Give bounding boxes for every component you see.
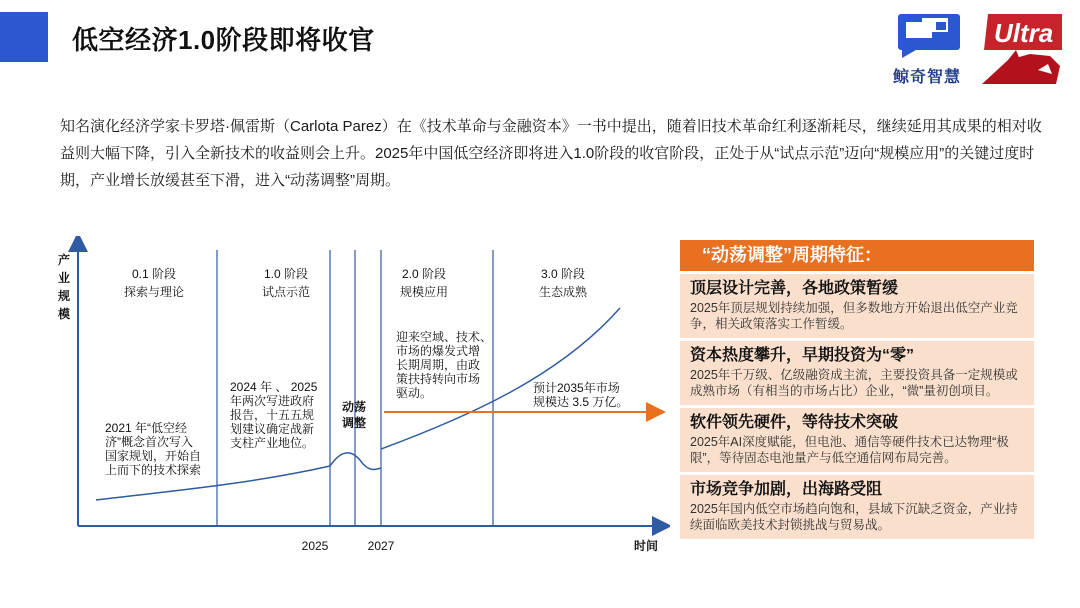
svg-text:Ultra: Ultra bbox=[994, 18, 1054, 48]
feature-card-title: 软件领先硬件，等待技术突破 bbox=[690, 414, 899, 431]
jingqi-logo bbox=[886, 12, 968, 84]
y-axis-label-1: 产 bbox=[57, 253, 71, 267]
y-axis-label-3: 规 bbox=[57, 289, 71, 303]
note-20-line2: 市场的爆发式增 bbox=[396, 344, 481, 358]
note-2024-line1: 2024 年 、 2025 bbox=[230, 380, 318, 394]
note-20-line1: 迎来空域、技术、 bbox=[396, 330, 493, 344]
phase-01-sub: 探索与理论 bbox=[123, 285, 185, 299]
note-2024-line5: 支柱产业地位。 bbox=[230, 436, 315, 450]
note-20-line5: 驱动。 bbox=[396, 386, 433, 400]
note-2024-line2: 年两次写进政府 bbox=[230, 394, 315, 408]
x-axis-label: 时间 bbox=[633, 539, 659, 553]
y-axis-label-4: 模 bbox=[57, 307, 71, 321]
feature-card-body: 2025年AI深度赋能，但电池、通信等硬件技术已达物理“极限”，等待固态电池量产与低空通信网布局完善。 bbox=[690, 435, 1009, 465]
ultra-rhino-logo-icon bbox=[978, 10, 1062, 86]
page-title: 低空经济1.0阶段即将收官 bbox=[72, 25, 375, 55]
phase-01-name: 0.1 阶段 bbox=[131, 267, 177, 281]
turbulence-label-1: 动荡 bbox=[341, 400, 367, 414]
y-axis-label-2: 业 bbox=[57, 271, 71, 285]
note-2035-line1: 预计2035年市场 bbox=[533, 381, 620, 395]
evolution-diagram bbox=[0, 236, 670, 566]
panel-header: “动荡调整”周期特征： bbox=[680, 240, 1034, 271]
note-2021-line1: 2021 年“低空经 bbox=[105, 421, 188, 435]
feature-card-title: 顶层设计完善，各地政策暂缓 bbox=[690, 280, 899, 297]
note-20-line3: 长期周期，由政 bbox=[396, 358, 481, 372]
note-2021-line2: 济”概念首次写入 bbox=[105, 435, 193, 449]
corner-accent bbox=[0, 12, 48, 62]
feature-card bbox=[680, 341, 1034, 405]
jingqi-logo-text: 鲸奇智慧 bbox=[892, 69, 961, 86]
feature-card-title: 市场竞争加剧，出海路受阻 bbox=[690, 481, 883, 498]
feature-card bbox=[680, 475, 1034, 539]
phase-30-sub: 生态成熟 bbox=[538, 285, 588, 299]
tick-2027: 2027 bbox=[367, 539, 395, 553]
feature-card-body: 2025年顶层规划持续加强，但多数地方开始退出低空产业竞争，相关政策落实工作暂缓。 bbox=[690, 301, 1018, 331]
note-20-line4: 策扶持转向市场 bbox=[396, 372, 481, 386]
note-2021-line3: 国家规划，开始自 bbox=[105, 449, 202, 463]
feature-card-body: 2025年国内低空市场趋向饱和，县域下沉缺乏资金，产业持续面临欧美技术封锁挑战与贸易战。 bbox=[690, 502, 1018, 532]
turbulence-label-2: 调整 bbox=[341, 416, 367, 430]
cycle-features-panel bbox=[680, 240, 1034, 539]
phase-30-name: 3.0 阶段 bbox=[540, 267, 586, 281]
intro-paragraph: 知名演化经济学家卡罗塔·佩雷斯（Carlota Parez）在《技术革命与金融资本》一书中提出，随着旧技术革命红利逐渐耗尽，继续延用其成果的相对收益则大幅下降，引入全新技术的收益则会上升。2025年中国低空经济即将进入1.0阶段的收官阶段，正处于从“试点示范”迈向“规模应用”的关键过度时期，产业增长放缓甚至下滑，进入“动荡调整”周期。 bbox=[60, 118, 1042, 189]
phase-10-sub: 试点示范 bbox=[261, 285, 311, 299]
feature-card bbox=[680, 274, 1034, 338]
tick-2025: 2025 bbox=[301, 539, 329, 553]
ultra-logo bbox=[978, 10, 1062, 86]
note-2035-line2: 规模达 3.5 万亿。 bbox=[533, 395, 629, 409]
feature-card-body: 2025年千万级、亿级融资成主流，主要投资具备一定规模或成熟市场（有相当的市场占比）企业，“微”量初创项目。 bbox=[690, 368, 1018, 398]
feature-card-title: 资本热度攀升，早期投资为“零” bbox=[690, 347, 915, 364]
phase-20-name: 2.0 阶段 bbox=[401, 267, 447, 281]
note-2021-line4: 上而下的技术探索 bbox=[105, 463, 202, 477]
note-2024-line3: 报告，十五五规 bbox=[230, 408, 315, 422]
note-2024-line4: 划建议确定战新 bbox=[230, 422, 315, 436]
phase-20-sub: 规模应用 bbox=[399, 285, 449, 299]
feature-card bbox=[680, 408, 1034, 472]
whale-logo-icon bbox=[892, 12, 962, 58]
phase-10-name: 1.0 阶段 bbox=[263, 267, 309, 281]
